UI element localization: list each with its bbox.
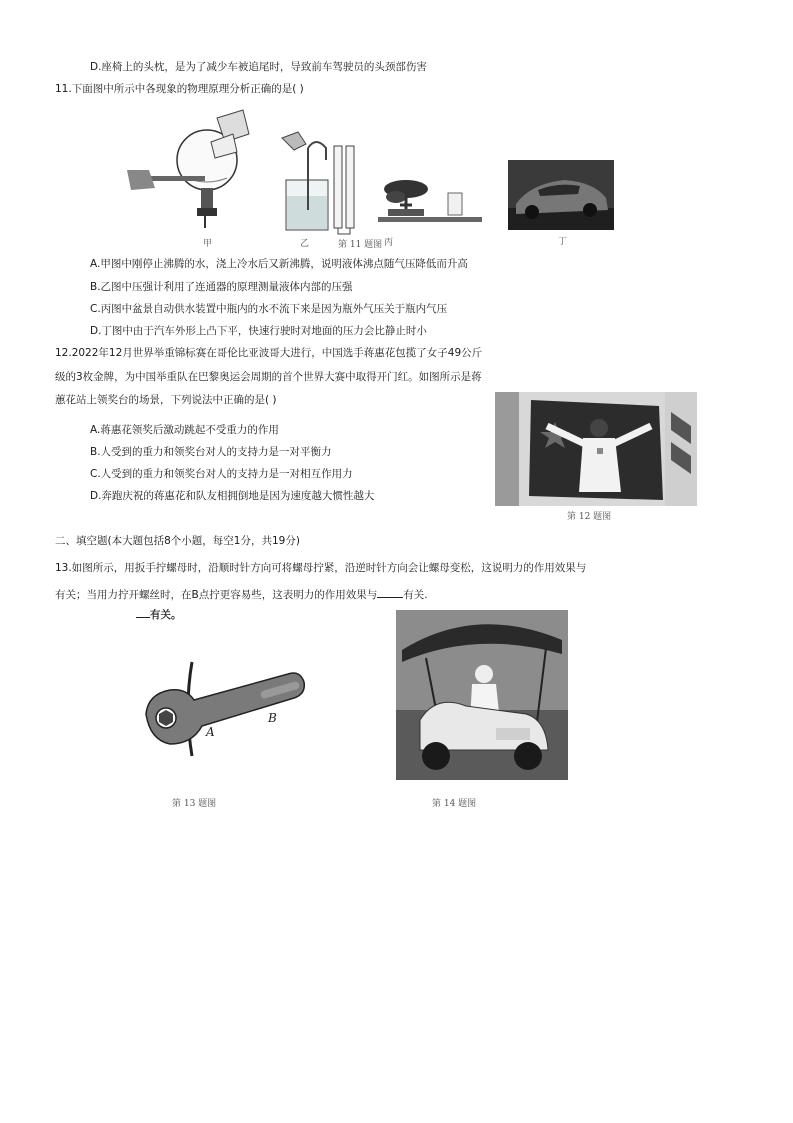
q13-line2	[55, 587, 428, 602]
label-yi: 乙	[300, 239, 310, 249]
point-b-label: B	[268, 711, 277, 725]
q12-stem-line1: 12.2022年12月世界举重锦标赛在哥伦比亚波哥大进行，中国选手蒋惠花包揽了女子49公斤	[55, 347, 483, 359]
answer-blank[interactable]	[377, 587, 403, 598]
q13-line1: 13.如图所示，用扳手拧螺母时，沿顺时针方向可将螺母拧紧，沿逆时针方向会让螺母变松，这说明力的作用效果与	[55, 562, 587, 574]
q12-option-a: A.蒋惠花领奖后激动跳起不受重力的作用	[90, 424, 279, 436]
label-jia: 甲	[203, 239, 213, 249]
figure-q13-wrench	[140, 660, 325, 760]
q12-option-c: C.人受到的重力和领奖台对人的支持力是一对相互作用力	[90, 468, 353, 480]
q12-figure-caption: 第 12 题图	[567, 512, 612, 522]
figure-yi-pressure-gauge	[272, 130, 367, 250]
label-ding: 丁	[558, 237, 568, 247]
q11-option-d: D.丁图中由于汽车外形上凸下平，快速行驶时对地面的压力会比静止时小	[90, 325, 427, 337]
figure-q14-scooter-umbrella	[396, 610, 568, 780]
q11-option-c: C.丙图中盆景自动供水装置中瓶内的水不流下来是因为瓶外气压关于瓶内气压	[90, 303, 448, 315]
q12-stem-line3: 蕙花站上领奖台的场景，下列说法中正确的是( )	[55, 394, 277, 406]
q13-line2-suffix: 有关.	[403, 589, 428, 601]
q11-figure-caption: 第 11 题图	[338, 240, 383, 250]
point-a-label: A	[206, 725, 215, 739]
figure-bing-bonsai	[378, 175, 486, 250]
q11-option-b: B.乙图中压强计利用了连通器的原理测量液体内部的压强	[90, 281, 353, 293]
q10-option-d: D.座椅上的头枕，是为了减少车被追尾时，导致前车驾驶员的头颈部伤害	[90, 61, 427, 73]
q13-line2-prefix: 有关；当用力拧开螺丝时，在B点拧更容易些，这表明力的作用效果与	[55, 589, 378, 601]
section-2-heading: 二、填空题(本大题包括8个小题，每空1分，共19分)	[55, 535, 300, 547]
figure-ding-car	[508, 160, 614, 250]
q11-option-a: A.甲图中刚停止沸腾的水，浇上冷水后又新沸腾，说明液体沸点随气压降低而升高	[90, 258, 468, 270]
label-bing: 丙	[384, 238, 394, 248]
q14-figure-caption: 第 14 题图	[432, 799, 477, 809]
q11-stem: 11.下面图中所示中各现象的物理原理分析正确的是( )	[55, 83, 304, 95]
q12-stem-line2: 级的3枚金牌，为中国举重队在巴黎奥运会周期的首个世界大赛中取得开门红。如图所示是蒋	[55, 371, 482, 383]
q12-option-b: B.人受到的重力和领奖台对人的支持力是一对平衡力	[90, 446, 332, 458]
q13-figure-caption: 第 13 题图	[172, 799, 217, 809]
figure-q12-award-photo	[495, 392, 697, 506]
q13-stray-text: 有关。	[136, 607, 182, 622]
figure-jia-boiling-flask	[125, 108, 250, 250]
q12-option-d: D.奔跑庆祝的蒋惠花和队友相拥倒地是因为速度越大惯性越大	[90, 490, 375, 502]
stray-blank	[136, 607, 150, 618]
